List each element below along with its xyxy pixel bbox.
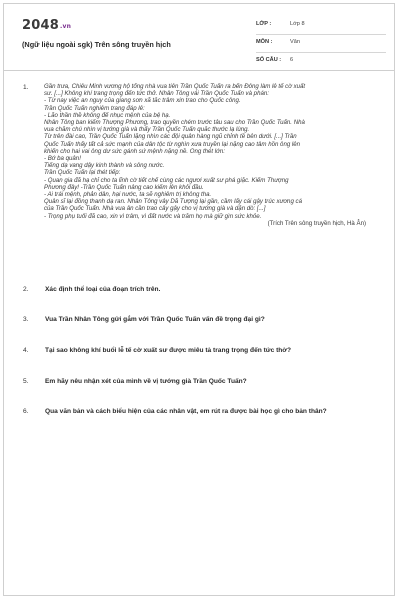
meta-value: Văn	[290, 39, 300, 45]
passage-line: - Trọng phụ tuổi đã cao, xin vì trẫm, vì đất nước và trăm họ mà giữ gìn sức khỏe.	[44, 212, 262, 220]
question-number: 4.	[23, 347, 29, 354]
meta-info	[256, 19, 386, 73]
passage-source: (Trích Trên sông truyền hịch, Hà Ân)	[267, 219, 366, 227]
meta-label: LỚP :	[256, 21, 272, 27]
logo-tld: .vn	[59, 23, 72, 30]
passage-line: sư. [...] Không khí trang trọng đến tức thở. Nhân Tông vái Trần Quốc Tuấn và phán:	[44, 90, 269, 98]
passage-line: Từ trên đài cao, Trần Quốc Tuấn lặng nhìn các đội quân hàng ngũ chỉnh tề bên dưới. [...] Trần	[44, 133, 297, 141]
passage-line: - Ai trái mệnh, phản dân, hại nước, ta sẽ nghiêm trị không tha.	[44, 191, 212, 199]
worksheet-page	[3, 3, 395, 596]
logo-main: 2048	[22, 18, 59, 33]
worksheet-header	[4, 4, 396, 70]
passage-line: Quân sĩ lại đồng thanh dạ ran. Nhân Tông vẫy Dã Tượng lại gần, cầm lấy cái gậy trúc xương cá	[44, 198, 302, 206]
header-divider	[4, 70, 394, 71]
document-title: (Ngữ liệu ngoài sgk) Trên sông truyền hịch	[22, 40, 171, 49]
passage-line: - Lão thần thề không để nhục mệnh của bệ hạ.	[44, 111, 171, 119]
meta-value: Lớp 8	[290, 21, 305, 27]
passage-line: Trần Quốc Tuấn nghiêm trang đáp lễ:	[44, 104, 145, 112]
question-number: 1.	[23, 84, 29, 91]
question-text: Em hãy nêu nhận xét của mình về vị tướng già Trần Quốc Tuấn?	[45, 378, 247, 385]
meta-row-class	[256, 19, 386, 35]
passage-line: Nhân Tông ban kiếm Thượng Phương, trao quyền chém trước tâu sau cho Trần Quốc Tuấn. Nhà	[44, 119, 305, 127]
passage-line: Gần trưa, Chiêu Minh vương hộ tống nhà vua tiễn Trần Quốc Tuấn ra bến Đông làm lễ tế cờ xuất	[44, 83, 306, 90]
passage-line: khiến cho hai vai ông dư sức gánh sứ mệnh nặng nề. Ông thét lớn:	[44, 147, 225, 155]
passage-line: - Quan gia đã hạ chỉ cho ta lĩnh cờ tiết chế cùng các ngươi xuất sư phá giặc. Kiếm Thượng	[44, 176, 289, 184]
question-number: 5.	[23, 378, 29, 385]
passage-line: Phương đây! -Trần Quốc Tuấn nâng cao kiếm lên khỏi đầu.	[44, 183, 204, 191]
meta-value: 6	[290, 57, 294, 63]
question-number: 6.	[23, 408, 29, 415]
site-logo[interactable]	[22, 18, 71, 33]
meta-row-subject	[256, 37, 386, 53]
passage-line: Trần Quốc Tuấn lại thét tiếp:	[44, 169, 121, 177]
passage-line: - Từ nay việc an nguy của giang sơn xã tắc trẫm xin trao cho Quốc công.	[44, 97, 241, 105]
question-number: 2.	[23, 286, 29, 293]
passage-line: vua chăm chú nhìn vị tướng già và thấy Trần Quốc Tuấn quắc thước lạ lùng.	[44, 126, 250, 134]
passage-line: Tiếng dạ vang dậy kinh thành và sông nước.	[44, 162, 165, 170]
passage-line: Quốc Tuấn thấy tất cả sức mạnh của dân tộc từ nghìn xưa truyền lại nặng cao tâm hồn ông lên	[44, 140, 301, 148]
question-number: 3.	[23, 316, 29, 323]
question-text: Qua văn bản và cách biểu hiện của các nhân vật, em rút ra được bài học gì cho bản thân?	[45, 408, 327, 415]
meta-label: SỐ CÂU :	[256, 57, 282, 63]
question-text: Vua Trần Nhân Tông gửi gắm với Trần Quốc Tuấn vấn đề trọng đại gì?	[45, 316, 265, 323]
passage-line: - Bớ ba quân!	[44, 155, 81, 163]
meta-row-question-count	[256, 55, 386, 71]
question-text: Tại sao không khí buổi lễ tế cờ xuất sư được miêu tả trang trọng đến tức thở?	[45, 347, 292, 354]
reading-passage	[44, 83, 366, 227]
meta-label: MÔN :	[256, 39, 273, 45]
question-text: Xác định thể loại của đoạn trích trên.	[45, 286, 161, 293]
passage-line: của Trần Quốc Tuấn. Nhà vua ân cần trao cây gậy cho vị tướng già và dặn dò: [...]	[44, 205, 266, 213]
